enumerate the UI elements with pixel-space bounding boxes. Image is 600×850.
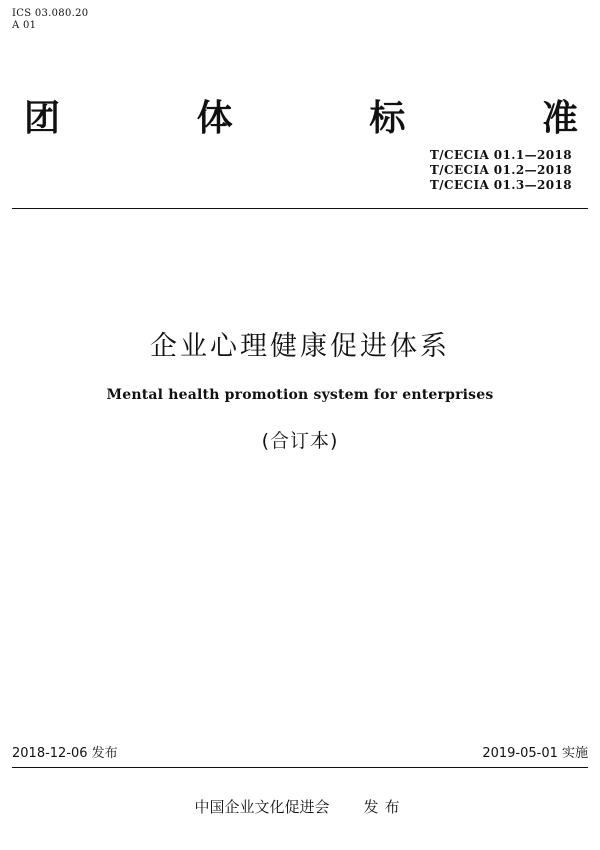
standard-number: T/CECIA 01.1—2018: [429, 148, 572, 162]
document-type-heading: [24, 96, 578, 142]
bottom-divider: [12, 767, 588, 768]
doc-type-char: 体: [196, 98, 233, 139]
date-row: [12, 745, 588, 763]
standard-number: T/CECIA 01.2—2018: [429, 163, 572, 177]
ccs-code: A 01: [12, 20, 37, 31]
classification-codes: [12, 8, 88, 32]
publisher-line: [0, 797, 600, 817]
doc-type-char: 准: [541, 98, 578, 139]
publisher-name: 中国企业文化促进会: [194, 798, 330, 816]
title-english: Mental health promotion system for enterprises: [106, 387, 494, 403]
doc-type-char: 团: [24, 98, 61, 139]
issue-date: 2018-12-06 发布: [12, 746, 118, 761]
standard-numbers: [430, 148, 572, 193]
doc-type-char: 标: [369, 98, 406, 139]
implementation-date: 2019-05-01 实施: [482, 746, 588, 761]
title-chinese: 企业心理健康促进体系: [150, 331, 450, 362]
ics-code: ICS 03.080.20: [12, 8, 89, 19]
edition-label: (合订本): [261, 430, 339, 452]
publisher-action: 发布: [363, 798, 406, 816]
standard-number: T/CECIA 01.3—2018: [429, 178, 572, 192]
top-divider: [12, 208, 588, 209]
